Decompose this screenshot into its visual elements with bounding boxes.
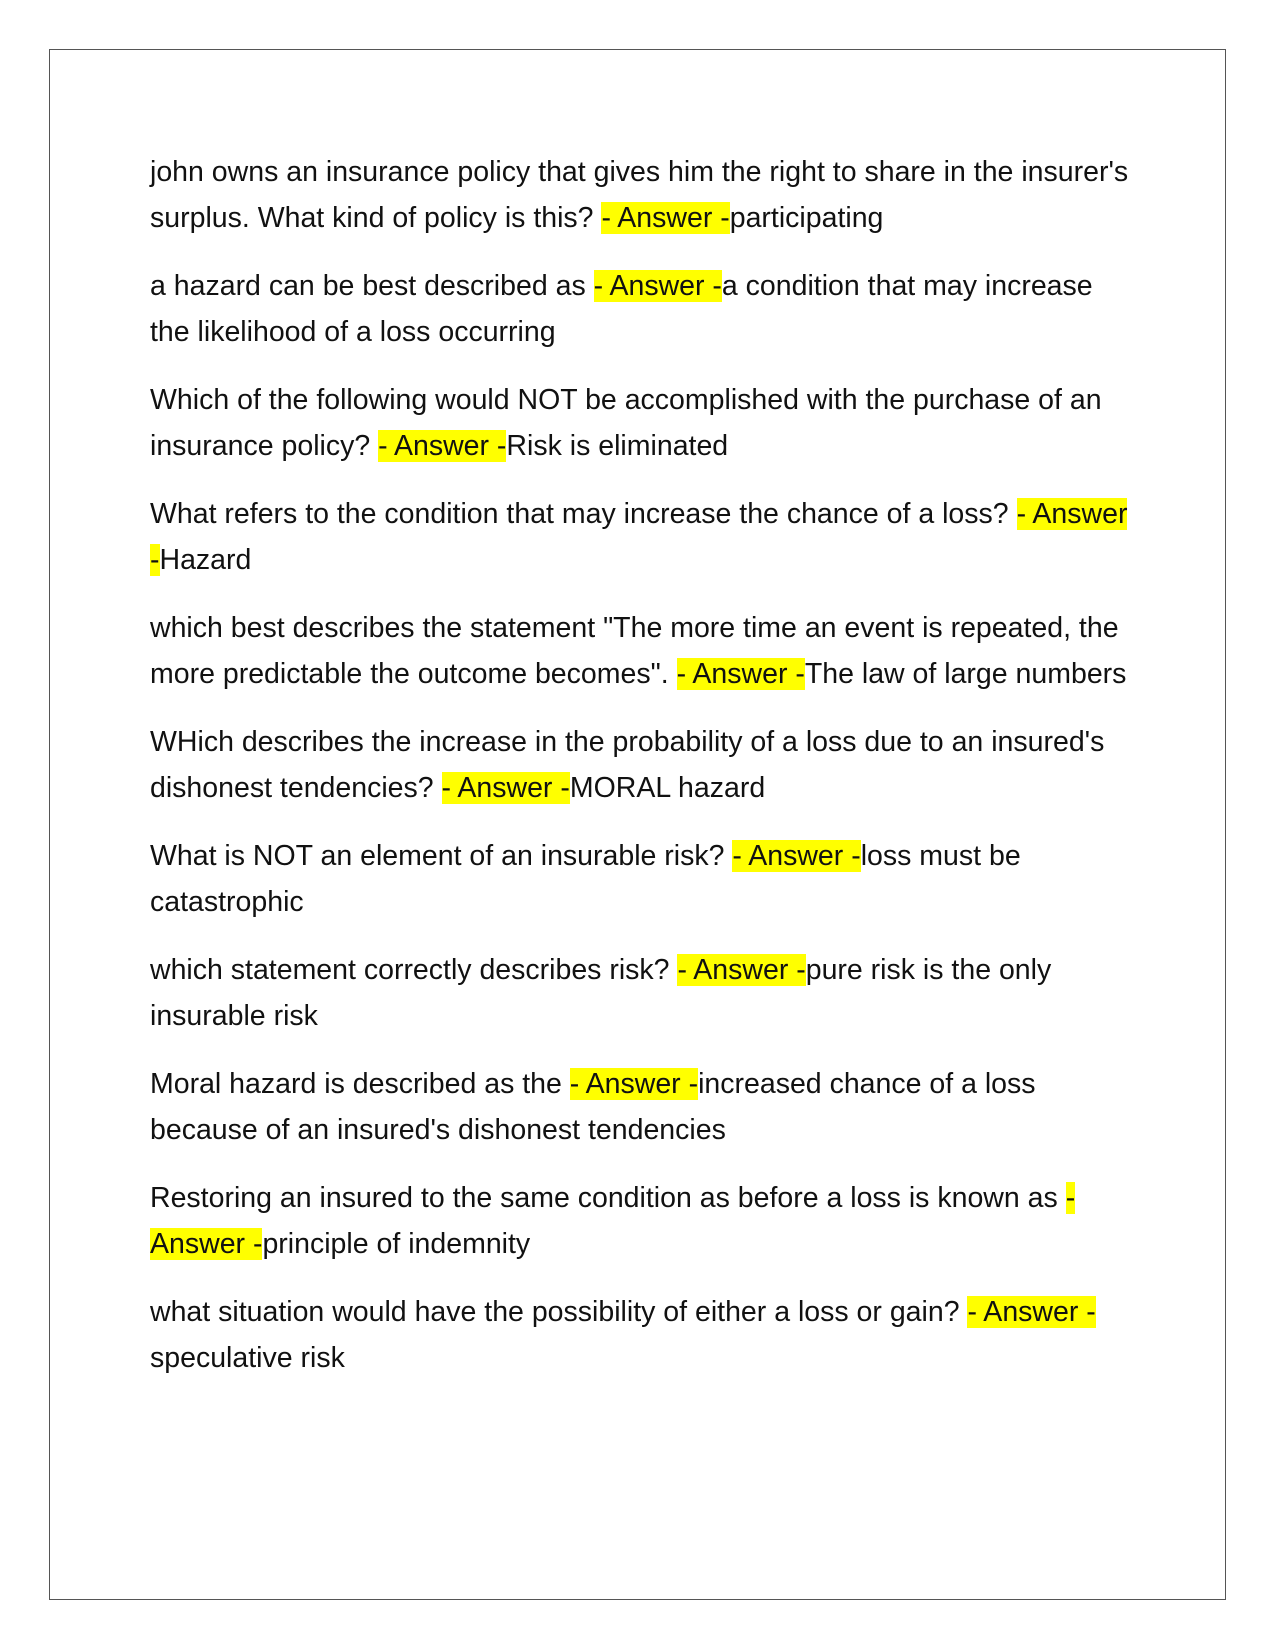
answer-marker: - Answer - [441,772,570,804]
answer-text: participating [729,202,884,234]
question-text: Restoring an insured to the same condition as before a loss is known as [150,1182,1066,1214]
answer-text: speculative risk [150,1342,345,1374]
question-text: WHich describes the increase in the probability of a loss due to an insured's dishonest tendencies? [150,726,1105,804]
question-text: What is NOT an element of an insurable risk? [150,840,733,872]
answer-marker: - Answer - [676,658,805,690]
question-text: what situation would have the possibility of either a loss or gain? [150,1296,968,1328]
answer-marker: - Answer - [601,202,730,234]
qa-item [150,263,1130,355]
answer-marker: - Answer - [967,1296,1096,1328]
qa-item [150,1289,1130,1381]
answer-text: principle of indemnity [262,1228,531,1260]
question-text: a hazard can be best described as [150,270,594,302]
question-text: Which of the following would NOT be accomplished with the purchase of an insurance policy? [150,384,1102,462]
answer-marker: - Answer - [150,1182,1076,1260]
answer-marker: - Answer - [593,270,722,302]
question-text: which statement correctly describes risk? [150,954,678,986]
answer-text: loss must be catastrophic [150,840,1021,918]
qa-item [150,833,1130,925]
qa-item [150,149,1130,241]
question-text: john owns an insurance policy that gives him the right to share in the insurer's surplus. What kind of policy is this? [150,156,1129,234]
answer-text: a condition that may increase the likelihood of a loss occurring [150,270,1093,348]
answer-marker: - Answer - [732,840,861,872]
answer-text: MORAL hazard [569,772,766,804]
qa-item [150,947,1130,1039]
qa-item [150,605,1130,697]
qa-item [150,1175,1130,1267]
question-text: which best describes the statement "The more time an event is repeated, the more predictable the outcome becomes". [150,612,1119,690]
question-text: What refers to the condition that may increase the chance of a loss? [150,498,1017,530]
qa-item [150,1061,1130,1153]
answer-marker: - Answer - [677,954,806,986]
answer-text: Hazard [159,544,252,576]
answer-marker: - Answer - [569,1068,699,1100]
answer-text: pure risk is the only insurable risk [150,954,1052,1032]
qa-item [150,491,1130,583]
answer-text: increased chance of a loss because of an insured's dishonest tendencies [150,1068,1036,1146]
qa-item [150,719,1130,811]
question-text: Moral hazard is described as the [150,1068,570,1100]
answer-marker: - Answer - [150,498,1128,576]
answer-text: Risk is eliminated [506,430,729,462]
answer-marker: - Answer - [378,430,507,462]
document-body [150,149,1130,1403]
answer-text: The law of large numbers [804,658,1127,690]
qa-item [150,377,1130,469]
